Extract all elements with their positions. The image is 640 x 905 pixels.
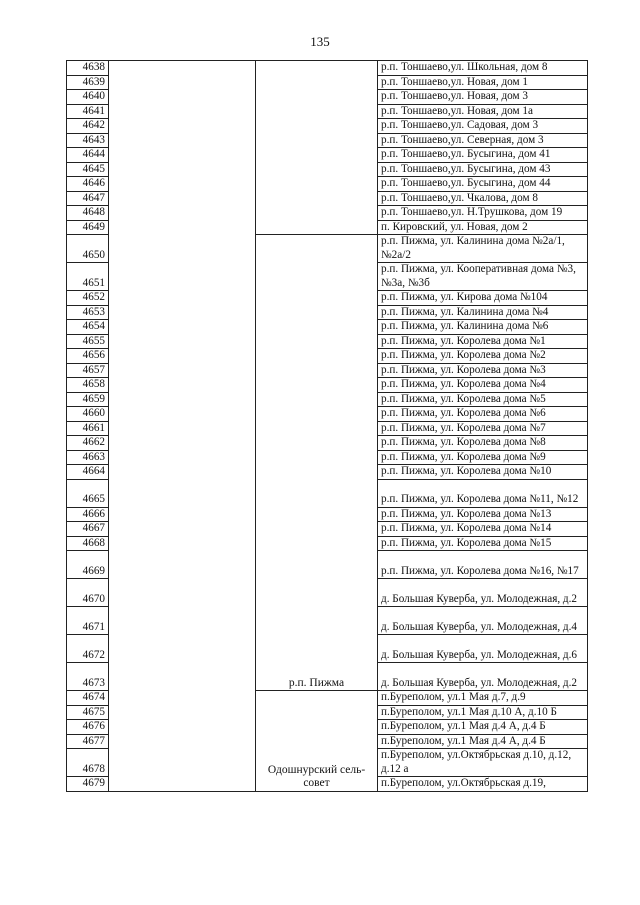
- row-number: 4678: [67, 749, 109, 777]
- row-number: 4638: [67, 61, 109, 76]
- address-cell: р.п. Тоншаево,ул. Школьная, дом 8: [378, 61, 588, 76]
- address-cell: р.п. Тоншаево,ул. Северная, дом 3: [378, 133, 588, 148]
- row-number: 4654: [67, 320, 109, 335]
- row-number: 4664: [67, 465, 109, 480]
- address-cell: р.п. Пижма, ул. Королева дома №11, №12: [378, 479, 588, 507]
- row-number: 4642: [67, 119, 109, 134]
- row-number: 4639: [67, 75, 109, 90]
- row-number: 4651: [67, 263, 109, 291]
- row-number: 4645: [67, 162, 109, 177]
- row-number: 4641: [67, 104, 109, 119]
- row-number: 4648: [67, 206, 109, 221]
- settlement-group-cell: р.п. Пижма: [256, 235, 378, 691]
- row-number: 4665: [67, 479, 109, 507]
- address-cell: д. Большая Куверба, ул. Молодежная, д.2: [378, 579, 588, 607]
- address-cell: р.п. Тоншаево,ул. Бусыгина, дом 44: [378, 177, 588, 192]
- table-row: [67, 61, 588, 76]
- address-cell: п.Буреполом, ул.1 Мая д.10 А, д.10 Б: [378, 705, 588, 720]
- row-number: 4653: [67, 305, 109, 320]
- address-cell: р.п. Тоншаево,ул. Бусыгина, дом 41: [378, 148, 588, 163]
- address-cell: д. Большая Куверба, ул. Молодежная, д.2: [378, 663, 588, 691]
- address-cell: д. Большая Куверба, ул. Молодежная, д.6: [378, 635, 588, 663]
- address-cell: р.п. Тоншаево,ул. Чкалова, дом 8: [378, 191, 588, 206]
- address-cell: р.п. Тоншаево,ул. Садовая, дом 3: [378, 119, 588, 134]
- row-number: 4669: [67, 551, 109, 579]
- address-cell: р.п. Тоншаево,ул. Новая, дом 1: [378, 75, 588, 90]
- row-number: 4644: [67, 148, 109, 163]
- address-cell: р.п. Пижма, ул. Королева дома №2: [378, 349, 588, 364]
- address-cell: р.п. Пижма, ул. Королева дома №13: [378, 507, 588, 522]
- row-number: 4640: [67, 90, 109, 105]
- address-cell: р.п. Тоншаево,ул. Новая, дом 3: [378, 90, 588, 105]
- row-number: 4661: [67, 421, 109, 436]
- row-number: 4668: [67, 536, 109, 551]
- address-cell: р.п. Пижма, ул. Королева дома №10: [378, 465, 588, 480]
- address-cell: р.п. Пижма, ул. Королева дома №16, №17: [378, 551, 588, 579]
- address-cell: п.Буреполом, ул.1 Мая д.4 А, д.4 Б: [378, 720, 588, 735]
- address-cell: р.п. Пижма, ул. Королева дома №4: [378, 378, 588, 393]
- address-cell: р.п. Пижма, ул. Королева дома №14: [378, 522, 588, 537]
- row-number: 4647: [67, 191, 109, 206]
- row-number: 4673: [67, 663, 109, 691]
- address-cell: р.п. Пижма, ул. Королева дома №15: [378, 536, 588, 551]
- row-number: 4670: [67, 579, 109, 607]
- address-cell: р.п. Пижма, ул. Кирова дома №104: [378, 291, 588, 306]
- address-cell: р.п. Пижма, ул. Королева дома №3: [378, 363, 588, 378]
- address-cell: р.п. Пижма, ул. Калинина дома №4: [378, 305, 588, 320]
- row-number: 4649: [67, 220, 109, 235]
- page-number: 135: [310, 34, 330, 49]
- row-number: 4675: [67, 705, 109, 720]
- row-number: 4655: [67, 334, 109, 349]
- row-number: 4674: [67, 691, 109, 706]
- address-cell: р.п. Пижма, ул. Королева дома №6: [378, 407, 588, 422]
- address-cell: р.п. Пижма, ул. Королева дома №7: [378, 421, 588, 436]
- address-cell: р.п. Тоншаево,ул. Н.Трушкова, дом 19: [378, 206, 588, 221]
- row-number: 4659: [67, 392, 109, 407]
- row-number: 4663: [67, 450, 109, 465]
- address-cell: п.Буреполом, ул.1 Мая д.4 А, д.4 Б: [378, 734, 588, 749]
- row-number: 4677: [67, 734, 109, 749]
- address-cell: р.п. Тоншаево,ул. Бусыгина, дом 43: [378, 162, 588, 177]
- row-number: 4679: [67, 777, 109, 792]
- settlement-group-cell: [256, 61, 378, 235]
- row-number: 4667: [67, 522, 109, 537]
- row-number: 4666: [67, 507, 109, 522]
- row-number: 4676: [67, 720, 109, 735]
- row-number: 4656: [67, 349, 109, 364]
- address-cell: п. Кировский, ул. Новая, дом 2: [378, 220, 588, 235]
- address-table: [66, 60, 588, 792]
- address-cell: р.п. Пижма, ул. Королева дома №9: [378, 450, 588, 465]
- row-number: 4658: [67, 378, 109, 393]
- address-cell: п.Буреполом, ул.Октябрьская д.10, д.12, д.12 а: [378, 749, 588, 777]
- row-number: 4662: [67, 436, 109, 451]
- row-number: 4652: [67, 291, 109, 306]
- address-cell: р.п. Пижма, ул. Королева дома №8: [378, 436, 588, 451]
- address-cell: р.п. Пижма, ул. Калинина дома №6: [378, 320, 588, 335]
- row-number: 4672: [67, 635, 109, 663]
- address-cell: п.Буреполом, ул.Октябрьская д.19,: [378, 777, 588, 792]
- address-cell: р.п. Пижма, ул. Калинина дома №2а/1, №2а/2: [378, 235, 588, 263]
- address-cell: д. Большая Куверба, ул. Молодежная, д.4: [378, 607, 588, 635]
- address-cell: р.п. Пижма, ул. Королева дома №1: [378, 334, 588, 349]
- address-cell: п.Буреполом, ул.1 Мая д.7, д.9: [378, 691, 588, 706]
- address-cell: р.п. Пижма, ул. Королева дома №5: [378, 392, 588, 407]
- row-number: 4657: [67, 363, 109, 378]
- row-number: 4650: [67, 235, 109, 263]
- address-cell: р.п. Пижма, ул. Кооперативная дома №3, №3а, №3б: [378, 263, 588, 291]
- address-cell: р.п. Тоншаево,ул. Новая, дом 1а: [378, 104, 588, 119]
- row-number: 4671: [67, 607, 109, 635]
- row-number: 4643: [67, 133, 109, 148]
- settlement-group-cell: Одошнурский сель-совет: [256, 691, 378, 792]
- row-number: 4660: [67, 407, 109, 422]
- row-number: 4646: [67, 177, 109, 192]
- empty-column-cell: [109, 61, 256, 792]
